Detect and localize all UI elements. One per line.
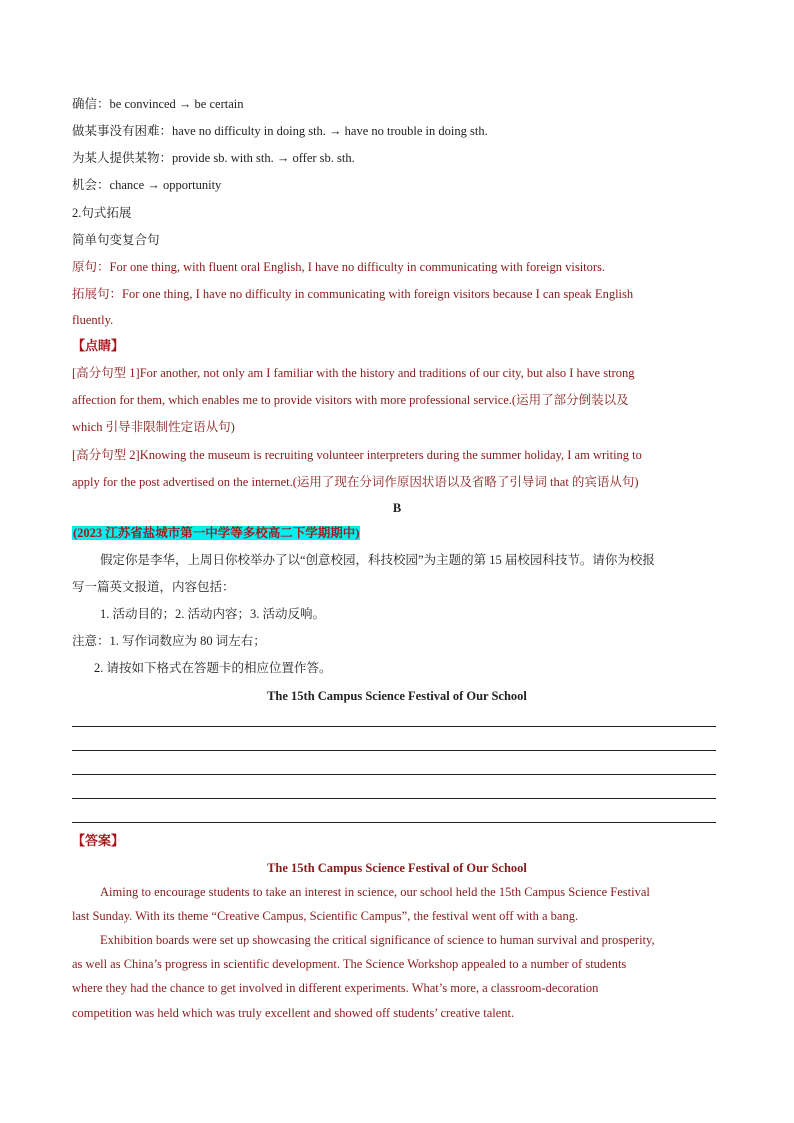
vocab-cn: 做某事没有困难： bbox=[72, 124, 173, 138]
answer-p2-line2: as well as China’s progress in scientific development. The Science Workshop appealed to a number of students bbox=[72, 957, 627, 971]
dianjing-item2-line2: apply for the post advertised on the internet.(运用了现在分词作原因状语以及省略了引导词 that 的宾语从句) bbox=[72, 475, 639, 489]
dianjing-item1-line1: [高分句型 1]For another, not only am I familiar with the history and traditions of our city, but also I have strong bbox=[72, 366, 635, 380]
original-text: For one thing, with fluent oral English, I have no difficulty in communicating with foreign visitors. bbox=[109, 260, 606, 274]
section-heading: 2.句式拓展 bbox=[72, 206, 132, 220]
answer-p1-line1: Aiming to encourage students to take an interest in science, our school held the 15th Campus Science Festival bbox=[100, 885, 650, 899]
extended-label: 拓展句： bbox=[72, 287, 123, 301]
answer-rule bbox=[72, 822, 716, 823]
dianjing-item1-line2: affection for them, which enables me to provide visitors with more professional service.(运用了部分倒装以及 bbox=[72, 393, 629, 407]
answer-rule bbox=[72, 726, 716, 727]
prompt-points: 1. 活动目的；2. 活动内容；3. 活动反响。 bbox=[100, 607, 326, 621]
answer-p1-line2: last Sunday. With its theme “Creative Campus, Scientific Campus”, the festival went off with a bang. bbox=[72, 909, 579, 923]
original-label: 原句： bbox=[72, 260, 110, 274]
source-line bbox=[72, 524, 722, 542]
answer-p2-line4: competition was held which was truly excellent and showed off students’ creative talent. bbox=[72, 1006, 515, 1020]
extended-sentence-cont: fluently. bbox=[72, 313, 114, 327]
vocab-cn: 确信： bbox=[72, 97, 110, 111]
vocab-line bbox=[72, 122, 722, 140]
answer-p2-line3: where they had the chance to get involved in different experiments. What’s more, a classroom-decoration bbox=[72, 981, 599, 995]
section-subheading: 简单句变复合句 bbox=[72, 233, 160, 247]
section-letter: B bbox=[392, 501, 402, 515]
answer-p2-line1: Exhibition boards were set up showcasing the critical significance of science to human survival and prosperity, bbox=[100, 933, 655, 947]
essay-title: The 15th Campus Science Festival of Our School bbox=[267, 689, 527, 703]
answer-label: 【答案】 bbox=[72, 833, 125, 848]
dianjing-item2-line1: [高分句型 2]Knowing the museum is recruiting volunteer interpreters during the summer holiday, I am writing to bbox=[72, 448, 642, 462]
vocab-en: chance → opportunity bbox=[109, 178, 222, 192]
note-line2: 2. 请按如下格式在答题卡的相应位置作答。 bbox=[94, 661, 332, 675]
vocab-cn: 为某人提供某物： bbox=[72, 151, 173, 165]
source-highlight: (2023 江苏省盐城市第一中学等多校高二下学期期中) bbox=[73, 526, 360, 540]
extended-text: For one thing, I have no difficulty in communicating with foreign visitors because I can speak English bbox=[122, 287, 634, 301]
vocab-line bbox=[72, 149, 722, 167]
vocab-en: be convinced → be certain bbox=[109, 97, 244, 111]
extended-sentence bbox=[72, 285, 722, 303]
vocab-en: have no difficulty in doing sth. → have no trouble in doing sth. bbox=[172, 124, 488, 138]
answer-title: The 15th Campus Science Festival of Our School bbox=[267, 861, 527, 875]
answer-rule bbox=[72, 798, 716, 799]
note-line1: 注意：1. 写作词数应为 80 词左右； bbox=[72, 634, 266, 648]
dianjing-label: 【点睛】 bbox=[72, 338, 125, 353]
prompt-line1: 假定你是李华，上周日你校举办了以“创意校园，科技校园”为主题的第 15 届校园科技节。请你为校报 bbox=[100, 553, 655, 567]
original-sentence bbox=[72, 258, 722, 276]
answer-rule bbox=[72, 774, 716, 775]
vocab-cn: 机会： bbox=[72, 178, 110, 192]
prompt-line2: 写一篇英文报道，内容包括： bbox=[72, 580, 235, 594]
vocab-line bbox=[72, 176, 722, 194]
answer-rule bbox=[72, 750, 716, 751]
vocab-line bbox=[72, 95, 722, 113]
dianjing-item1-line3: which 引导非限制性定语从句) bbox=[72, 420, 235, 434]
vocab-en: provide sb. with sth. → offer sb. sth. bbox=[172, 151, 355, 165]
